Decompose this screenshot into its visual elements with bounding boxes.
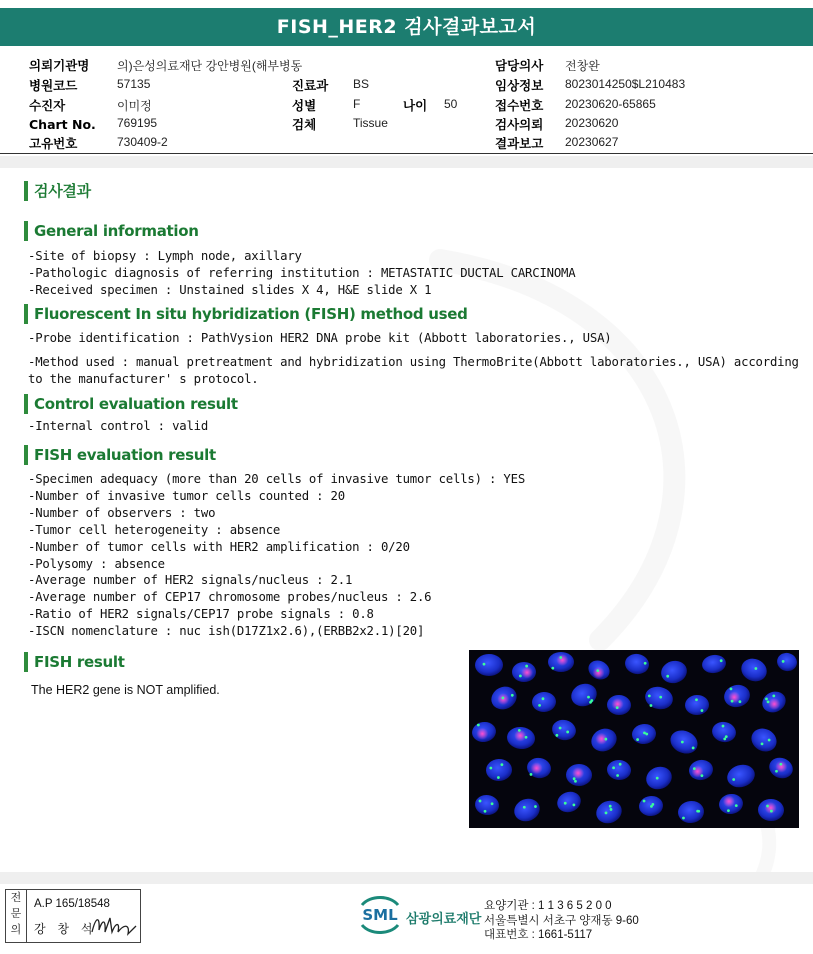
- evaluation-line: -Polysomy : absence: [28, 557, 165, 571]
- institution-label: 의뢰기관명: [29, 58, 90, 73]
- nucleus-shape: [747, 724, 780, 756]
- cep17-signal-dot: [651, 803, 654, 806]
- cep17-signal-dot: [530, 773, 533, 776]
- nucleus-shape: [474, 793, 501, 816]
- chart-no-label: Chart No.: [29, 117, 96, 132]
- cep17-signal-dot: [523, 806, 526, 809]
- pathologist-name: 강 창 석: [34, 922, 97, 936]
- clinical-info-value: 8023014250$L210483: [565, 77, 686, 91]
- cep17-signal-dot: [525, 665, 528, 668]
- cep17-signal-dot: [573, 777, 576, 780]
- cep17-signal-dot: [616, 706, 619, 709]
- footer-band: [0, 872, 813, 884]
- ap-number: A.P 165/18548: [34, 898, 110, 910]
- cep17-signal-dot: [775, 770, 778, 773]
- request-date-value: 20230620: [565, 116, 619, 130]
- nucleus-shape: [775, 651, 799, 674]
- cep17-signal-dot: [695, 698, 698, 701]
- nucleus-shape: [531, 691, 556, 713]
- doctor-label: 담당의사: [495, 58, 544, 73]
- cep17-signal-dot: [519, 675, 522, 678]
- cep17-signal-dot: [722, 725, 725, 728]
- cep17-signal-dot: [761, 742, 764, 745]
- cep17-signal-dot: [525, 736, 528, 739]
- cep17-signal-dot: [779, 763, 782, 766]
- method-line: -Probe identification : PathVysion HER2 DNA probe kit (Abbott laboratories., USA): [28, 331, 612, 345]
- general-line: -Site of biopsy : Lymph node, axillary: [28, 249, 302, 263]
- report-title: FISH_HER2 검사결과보고서: [0, 8, 813, 46]
- patient-label: 수진자: [29, 98, 66, 113]
- cep17-signal-dot: [730, 687, 733, 690]
- nucleus-shape: [643, 684, 675, 712]
- nucleus-shape: [593, 797, 625, 827]
- patient-value: 이미정: [117, 99, 152, 113]
- nucleus-shape: [623, 652, 650, 676]
- age-value: 50: [444, 97, 458, 111]
- sml-logo-icon: [356, 893, 404, 935]
- stamp-label: [6, 890, 27, 942]
- nucleus-shape: [724, 761, 757, 790]
- nucleus-shape: [658, 658, 689, 686]
- cep17-signal-dot: [731, 700, 734, 703]
- cep17-signal-dot: [701, 709, 704, 712]
- cep17-signal-dot: [696, 810, 699, 813]
- cep17-signal-dot: [656, 777, 659, 780]
- cep17-signal-dot: [700, 774, 703, 777]
- cep17-signal-dot: [739, 700, 742, 703]
- dept-label: 진료과: [292, 78, 329, 93]
- method-line: to the manufacturer' s protocol.: [28, 372, 259, 386]
- her2-signal-glow: [723, 795, 735, 807]
- org-name: 삼광의료재단: [406, 912, 482, 927]
- signature-graphic: [90, 912, 138, 938]
- cep17-signal-dot: [612, 766, 615, 769]
- cep17-signal-dot: [693, 767, 696, 770]
- evaluation-line: -Average number of HER2 signals/nucleus : 2.1: [28, 573, 353, 587]
- cep17-signal-dot: [765, 698, 768, 701]
- hospital-code-label: 병원코드: [29, 78, 78, 93]
- nucleus-shape: [684, 694, 709, 715]
- cep17-signal-dot: [610, 808, 613, 811]
- nucleus-shape: [606, 759, 632, 781]
- report-date-label: 결과보고: [495, 136, 544, 151]
- evaluation-line: -ISCN nomenclature : nuc ish(D17Z1x2.6),(ERBB2x2.1)[20]: [28, 624, 425, 638]
- org-code: 요양기관 : 1 1 3 6 5 2 0 0: [484, 900, 612, 912]
- receipt-no-label: 접수번호: [495, 98, 544, 113]
- age-label: 나이: [403, 98, 428, 113]
- general-line: -Received specimen : Unstained slides X 4, H&E slide X 1: [28, 283, 432, 297]
- evaluation-heading: FISH evaluation result: [24, 445, 216, 465]
- cep17-signal-dot: [636, 738, 639, 741]
- cep17-signal-dot: [587, 696, 590, 699]
- cep17-signal-dot: [538, 704, 541, 707]
- results-heading: 검사결과: [24, 181, 91, 201]
- her2-signal-glow: [572, 767, 584, 779]
- method-heading: Fluorescent In situ hybridization (FISH) method used: [24, 304, 468, 324]
- nucleus-shape: [550, 717, 578, 742]
- cep17-signal-dot: [574, 780, 577, 783]
- evaluation-line: -Number of invasive tumor cells counted : 20: [28, 489, 345, 503]
- cep17-signal-dot: [768, 739, 771, 742]
- org-phone: 대표번호 : 1661-5117: [484, 929, 593, 941]
- cep17-signal-dot: [609, 805, 612, 808]
- cep17-signal-dot: [767, 701, 770, 704]
- nucleus-shape: [667, 726, 702, 757]
- nucleus-shape: [554, 788, 583, 815]
- cep17-signal-dot: [497, 776, 500, 779]
- unique-no-label: 고유번호: [29, 136, 78, 151]
- cep17-signal-dot: [605, 811, 608, 814]
- cep17-signal-dot: [770, 810, 773, 813]
- her2-signal-glow: [521, 667, 533, 679]
- cep17-signal-dot: [681, 741, 684, 744]
- cep17-signal-dot: [619, 763, 622, 766]
- nucleus-shape: [643, 763, 675, 793]
- cep17-signal-dot: [720, 659, 723, 662]
- logo-text: SML: [362, 906, 398, 924]
- general-info-heading: General information: [24, 221, 199, 241]
- evaluation-line: -Number of tumor cells with HER2 amplification : 0/20: [28, 540, 410, 554]
- nucleus-shape: [738, 655, 771, 685]
- cep17-signal-dot: [489, 767, 492, 770]
- evaluation-line: -Number of observers : two: [28, 506, 216, 520]
- nucleus-shape: [475, 654, 503, 676]
- report-date-value: 20230627: [565, 135, 619, 149]
- cep17-signal-dot: [596, 669, 599, 672]
- cep17-signal-dot: [754, 667, 757, 670]
- cep17-signal-dot: [645, 733, 648, 736]
- cep17-signal-dot: [501, 697, 504, 700]
- cep17-signal-dot: [659, 696, 662, 699]
- evaluation-line: -Ratio of HER2 signals/CEP17 probe signals : 0.8: [28, 607, 374, 621]
- her2-signal-glow: [768, 698, 780, 710]
- clinical-info-label: 임상정보: [495, 78, 544, 93]
- cep17-signal-dot: [477, 724, 480, 727]
- chart-no-value: 769195: [117, 116, 158, 130]
- cep17-signal-dot: [551, 667, 554, 670]
- fish-result-text: The HER2 gene is NOT amplified.: [31, 683, 220, 697]
- cep17-signal-dot: [564, 802, 567, 805]
- cep17-signal-dot: [782, 660, 785, 663]
- specimen-value: Tissue: [353, 116, 388, 130]
- her2-signal-glow: [476, 728, 488, 740]
- stamp-label-char: 의: [10, 923, 22, 936]
- cep17-signal-dot: [566, 731, 569, 734]
- unique-no-value: 730409-2: [117, 135, 168, 149]
- doctor-value: 전창완: [565, 59, 600, 73]
- evaluation-line: -Specimen adequacy (more than 20 cells of invasive tumor cells) : YES: [28, 472, 526, 486]
- hospital-code-value: 57135: [117, 77, 151, 91]
- cep17-signal-dot: [648, 694, 651, 697]
- nucleus-shape: [568, 680, 600, 710]
- cep17-signal-dot: [735, 804, 738, 807]
- cep17-signal-dot: [666, 675, 669, 678]
- general-line: -Pathologic diagnosis of referring institution : METASTATIC DUCTAL CARCINOMA: [28, 266, 576, 280]
- cep17-signal-dot: [643, 800, 646, 803]
- specimen-label: 검체: [292, 117, 317, 132]
- cep17-signal-dot: [559, 727, 562, 730]
- nucleus-shape: [701, 653, 728, 675]
- cep17-signal-dot: [483, 663, 486, 666]
- cep17-signal-dot: [484, 810, 487, 813]
- control-line: -Internal control : valid: [28, 419, 209, 433]
- her2-signal-glow: [593, 667, 605, 679]
- stamp-label-char: 문: [10, 907, 22, 920]
- her2-signal-glow: [556, 654, 568, 666]
- cep17-signal-dot: [772, 694, 775, 697]
- cep17-signal-dot: [491, 802, 494, 805]
- sex-label: 성별: [292, 98, 317, 113]
- fish-microscopy-image: [469, 650, 799, 828]
- receipt-no-value: 20230620-65865: [565, 97, 656, 111]
- sex-value: F: [353, 97, 361, 111]
- cep17-signal-dot: [511, 694, 514, 697]
- request-date-label: 검사의뢰: [495, 117, 544, 132]
- method-line: -Method used : manual pretreatment and hybridization using ThermoBrite(Abbott laboratories., USA) according: [28, 355, 799, 369]
- her2-signal-glow: [531, 762, 543, 774]
- stamp-label-char: 전: [10, 891, 22, 904]
- cep17-signal-dot: [572, 804, 575, 807]
- cep17-signal-dot: [559, 656, 562, 659]
- cep17-signal-dot: [727, 809, 730, 812]
- pathologist-stamp: [5, 889, 141, 943]
- institution-value: 의)은성의료재단 강안병원(해부병동: [117, 59, 303, 73]
- cep17-signal-dot: [766, 805, 769, 808]
- cep17-signal-dot: [604, 738, 607, 741]
- cep17-signal-dot: [692, 747, 695, 750]
- evaluation-line: -Tumor cell heterogeneity : absence: [28, 523, 281, 537]
- control-heading: Control evaluation result: [24, 394, 238, 414]
- nucleus-shape: [511, 795, 543, 825]
- nucleus-shape: [677, 799, 705, 824]
- cep17-signal-dot: [650, 704, 653, 707]
- cep17-signal-dot: [534, 805, 537, 808]
- nucleus-shape: [710, 720, 738, 745]
- cep17-signal-dot: [616, 774, 619, 777]
- evaluation-line: -Average number of CEP17 chromosome probes/nucleus : 2.6: [28, 590, 432, 604]
- her2-signal-glow: [728, 691, 740, 703]
- cep17-signal-dot: [725, 735, 728, 738]
- header-band: [0, 156, 813, 168]
- header-divider: [0, 153, 813, 154]
- cep17-signal-dot: [479, 800, 482, 803]
- cep17-signal-dot: [682, 817, 685, 820]
- cep17-signal-dot: [555, 734, 558, 737]
- cep17-signal-dot: [732, 778, 735, 781]
- cep17-signal-dot: [590, 699, 593, 702]
- fish-result-heading: FISH result: [24, 652, 125, 672]
- dept-value: BS: [353, 77, 370, 91]
- org-address: 서울특별시 서초구 양재동 9-60: [484, 915, 639, 927]
- cep17-signal-dot: [518, 729, 521, 732]
- cep17-signal-dot: [542, 697, 545, 700]
- cep17-signal-dot: [644, 662, 647, 665]
- cep17-signal-dot: [500, 763, 503, 766]
